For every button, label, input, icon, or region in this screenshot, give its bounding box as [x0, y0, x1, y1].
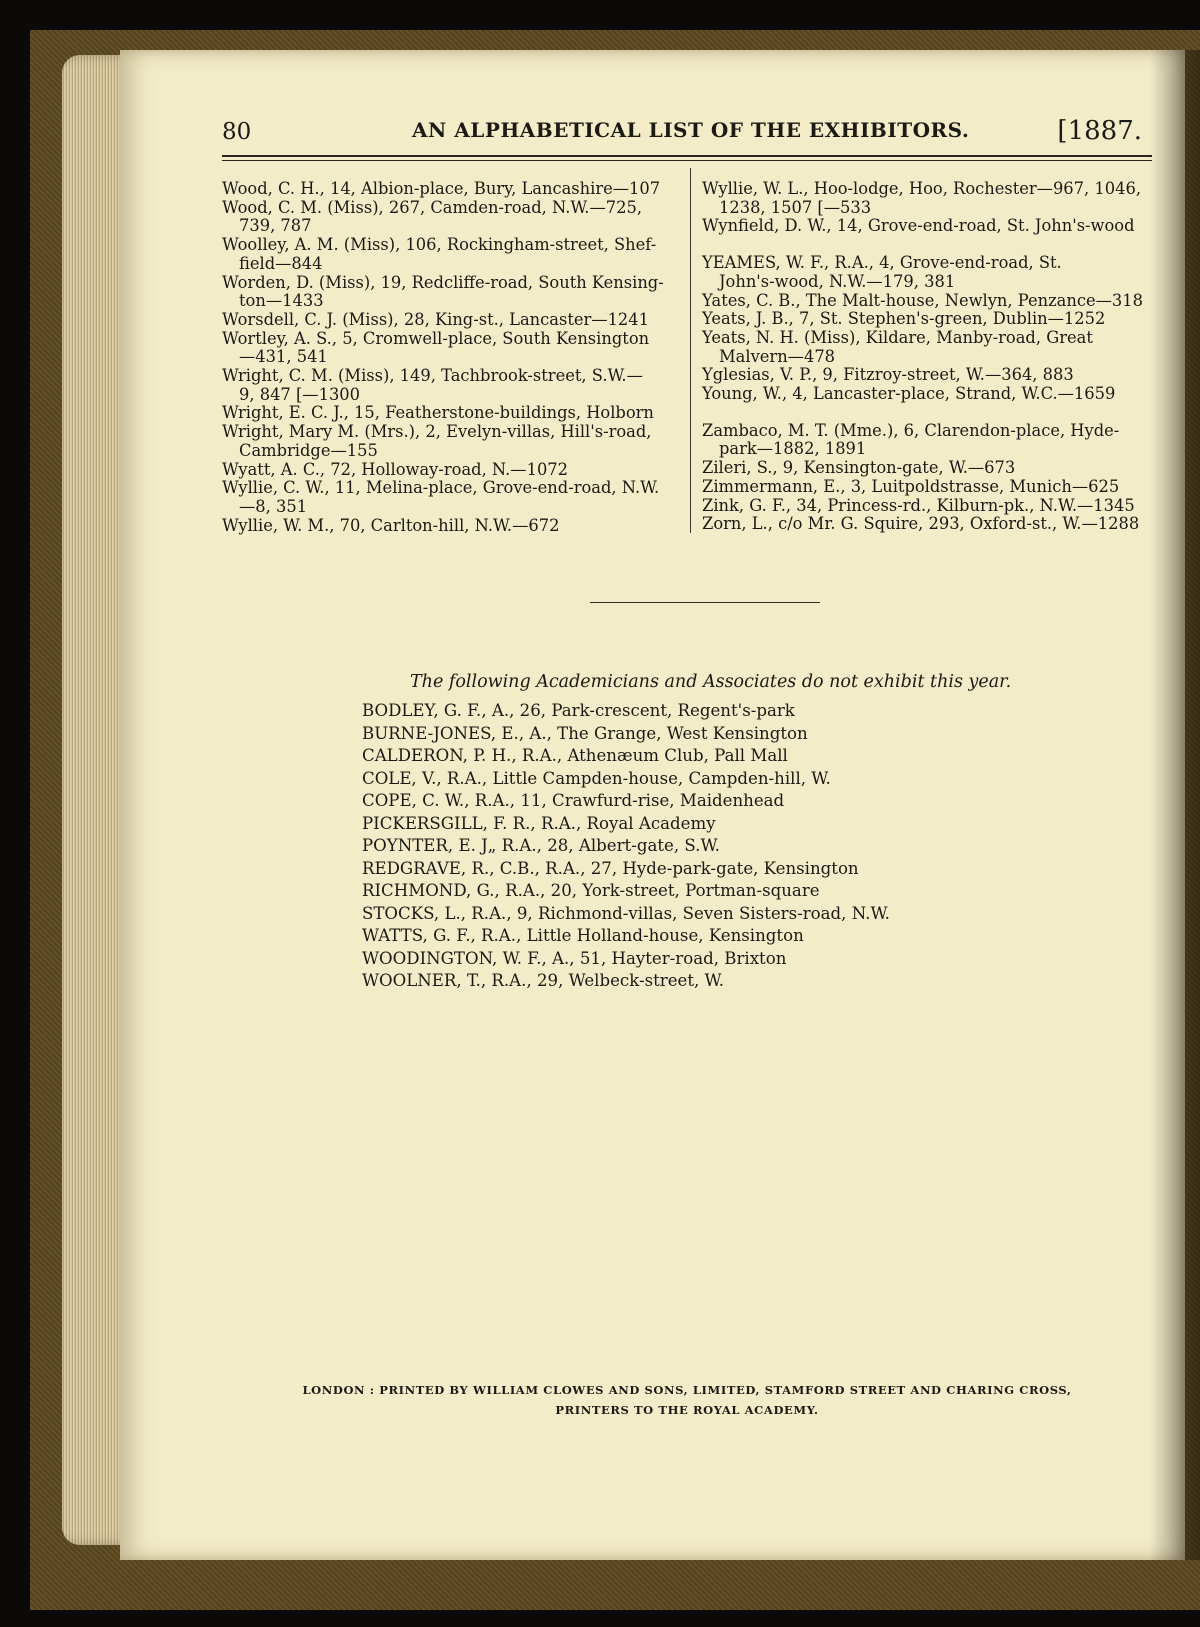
exhibitor-entry	[222, 330, 677, 367]
exhibitor-entry	[222, 199, 677, 236]
academician-entry: WATTS, G. F., R.A., Little Holland-house, Kensington	[362, 926, 804, 945]
column-divider	[690, 168, 691, 533]
academician-entry: COLE, V., R.A., Little Campden-house, Campden-hill, W.	[362, 768, 831, 788]
group-gap	[702, 236, 1154, 254]
exhibitor-entry	[702, 329, 1154, 366]
printer-footer	[222, 1380, 1152, 1420]
entry-continuation: —431, 541	[239, 347, 328, 367]
exhibitor-entry	[222, 311, 677, 330]
entry-continuation: —8, 351	[239, 496, 308, 516]
exhibitor-entry	[702, 422, 1154, 459]
academician-entry: COPE, C. W., R.A., 11, Crawfurd-rise, Maidenhead	[362, 791, 785, 810]
exhibitor-entry	[702, 478, 1154, 497]
entry-line: Zimmermann, E., 3, Luitpoldstrasse, Munich—625	[702, 476, 1120, 496]
exhibitor-entry	[222, 517, 677, 536]
academician-entry: POYNTER, E. J„ R.A., 28, Albert-gate, S.W.	[362, 836, 720, 855]
entry-line: Wyatt, A. C., 72, Holloway-road, N.—1072	[222, 459, 569, 479]
page-number: 80	[222, 119, 252, 145]
right-column	[702, 180, 1154, 534]
entry-line: Zorn, L., c/o Mr. G. Squire, 293, Oxford-st., W.—1288	[702, 514, 1140, 534]
header-rule	[222, 155, 1152, 161]
entry-line: Wright, E. C. J., 15, Featherstone-buildings, Holborn	[222, 403, 654, 423]
entry-continuation: ton—1433	[239, 291, 324, 311]
entry-line: Wright, C. M. (Miss), 149, Tachbrook-street, S.W.—	[222, 366, 643, 386]
page-header	[222, 116, 1152, 156]
exhibitor-entry	[702, 515, 1154, 534]
academician-entry: WOOLNER, T., R.A., 29, Welbeck-street, W.	[362, 971, 724, 990]
section-rule	[590, 602, 820, 603]
entry-line: Yglesias, V. P., 9, Fitzroy-street, W.—364, 883	[702, 365, 1074, 385]
entry-continuation: 739, 787	[239, 216, 312, 236]
academician-entry: PICKERSGILL, F. R., R.A., Royal Academy	[362, 813, 716, 833]
entry-line: Zambaco, M. T. (Mme.), 6, Clarendon-place, Hyde-	[702, 420, 1120, 440]
not-exhibiting-list	[362, 700, 890, 993]
exhibitor-entry	[222, 479, 677, 516]
entry-continuation: field—844	[239, 253, 323, 273]
group-gap	[702, 404, 1154, 422]
entry-line: Young, W., 4, Lancaster-place, Strand, W.C.—1659	[702, 384, 1116, 404]
entry-line: Wright, Mary M. (Mrs.), 2, Evelyn-villas, Hill's-road,	[222, 422, 652, 442]
footer-line-1: LONDON : PRINTED BY WILLIAM CLOWES AND SONS, LIMITED, STAMFORD STREET AND CHARING CROSS,	[302, 1383, 1072, 1397]
exhibitor-entry	[222, 274, 677, 311]
entry-line: Yeats, J. B., 7, St. Stephen's-green, Dublin—1252	[702, 309, 1106, 329]
academician-entry: STOCKS, L., R.A., 9, Richmond-villas, Seven Sisters-road, N.W.	[362, 903, 890, 923]
exhibitor-entry	[702, 292, 1154, 311]
exhibitor-entry	[222, 180, 677, 199]
exhibitor-entry	[222, 461, 677, 480]
academician-entry: RICHMOND, G., R.A., 20, York-street, Portman-square	[362, 881, 820, 900]
entry-continuation: Malvern—478	[719, 346, 836, 366]
entry-line: Yeats, N. H. (Miss), Kildare, Manby-road, Great	[702, 327, 1093, 347]
running-title: AN ALPHABETICAL LIST OF THE EXHIBITORS.	[412, 118, 970, 142]
exhibitor-entry	[702, 180, 1154, 217]
entry-line: Wyllie, C. W., 11, Melina-place, Grove-end-road, N.W.	[222, 478, 660, 498]
exhibitor-entry	[702, 217, 1154, 236]
entry-continuation: John's-wood, N.W.—179, 381	[719, 271, 956, 291]
academician-entry: REDGRAVE, R., C.B., R.A., 27, Hyde-park-gate, Kensington	[362, 858, 859, 878]
entry-line: Wyllie, W. M., 70, Carlton-hill, N.W.—672	[222, 515, 560, 535]
entry-continuation: park—1882, 1891	[719, 439, 867, 459]
entry-line: Wortley, A. S., 5, Cromwell-place, South Kensington	[222, 328, 650, 348]
entry-line: YEAMES, W. F., R.A., 4, Grove-end-road, St.	[702, 253, 1062, 273]
page-gutter-shadow	[1150, 50, 1200, 1560]
entry-continuation: 9, 847 [—1300	[239, 384, 361, 404]
exhibitor-entry	[702, 497, 1154, 516]
entry-continuation: Cambridge—155	[239, 440, 378, 460]
exhibitor-entry	[702, 254, 1154, 291]
academician-entry: WOODINGTON, W. F., A., 51, Hayter-road, Brixton	[362, 948, 787, 968]
year-label: [1887.	[1057, 116, 1142, 146]
entry-line: Zileri, S., 9, Kensington-gate, W.—673	[702, 458, 1016, 478]
exhibitor-entry	[702, 366, 1154, 385]
entry-line: Woolley, A. M. (Miss), 106, Rockingham-street, Shef-	[222, 235, 657, 255]
exhibitor-entry	[222, 236, 677, 273]
exhibitor-entry	[702, 310, 1154, 329]
entry-line: Wyllie, W. L., Hoo-lodge, Hoo, Rochester—967, 1046,	[702, 179, 1141, 198]
entry-line: Wood, C. M. (Miss), 267, Camden-road, N.W.—725,	[222, 197, 643, 217]
exhibitor-entry	[222, 404, 677, 423]
academician-entry: BURNE-JONES, E., A., The Grange, West Kensington	[362, 723, 808, 743]
entry-line: Wynfield, D. W., 14, Grove-end-road, St. John's-wood	[702, 216, 1135, 236]
entry-line: Yates, C. B., The Malt-house, Newlyn, Penzance—318	[702, 290, 1143, 310]
entry-continuation: 1238, 1507 [—533	[719, 197, 872, 217]
entry-line: Worden, D. (Miss), 19, Redcliffe-road, South Kensing-	[222, 272, 664, 292]
footer-line-2: PRINTERS TO THE ROYAL ACADEMY.	[555, 1403, 819, 1417]
exhibitor-entry	[222, 423, 677, 460]
not-exhibiting-heading: The following Academicians and Associates do not exhibit this year.	[410, 672, 1012, 692]
entry-line: Worsdell, C. J. (Miss), 28, King-st., Lancaster—1241	[222, 309, 650, 329]
entry-line: Wood, C. H., 14, Albion-place, Bury, Lancashire—107	[222, 179, 661, 198]
academician-entry: BODLEY, G. F., A., 26, Park-crescent, Regent's-park	[362, 701, 795, 720]
exhibitor-entry	[702, 385, 1154, 404]
exhibitor-entry	[702, 459, 1154, 478]
academician-entry: CALDERON, P. H., R.A., Athenæum Club, Pall Mall	[362, 746, 788, 765]
left-column	[222, 180, 677, 535]
entry-line: Zink, G. F., 34, Princess-rd., Kilburn-pk., N.W.—1345	[702, 495, 1135, 515]
exhibitor-entry	[222, 367, 677, 404]
